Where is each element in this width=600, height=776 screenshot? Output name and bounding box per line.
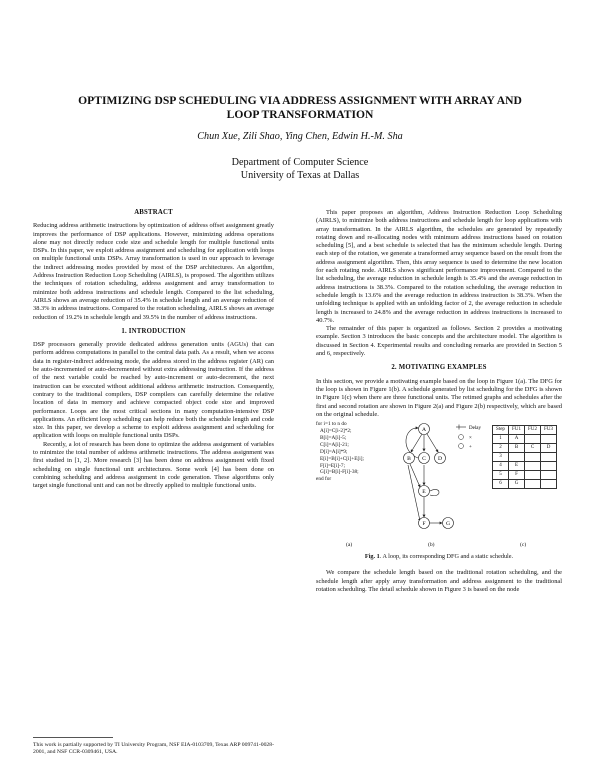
code-line: C[i]=A[i]-21; [320, 441, 349, 448]
schedule-table [492, 425, 557, 489]
motivating-heading: 2. MOTIVATING EXAMPLES [391, 364, 487, 372]
schedule-row [493, 462, 557, 471]
code-line: for i=1 to n do [316, 421, 347, 428]
footnote-rule [33, 737, 113, 738]
schedule-cell [541, 471, 557, 480]
schedule-header-cell: FU3 [541, 426, 557, 435]
affiliation [40, 156, 560, 182]
dfg-graph [396, 421, 492, 539]
code-line: F[i]=E[i]-7; [320, 462, 346, 469]
schedule-cell: 2 [493, 444, 509, 453]
code-line: E[i]=B[i]+C[i]+E[i]; [320, 455, 364, 462]
schedule-cell [525, 462, 541, 471]
paper-title [40, 94, 560, 122]
figure-1-caption [316, 553, 562, 561]
schedule-cell: 5 [493, 471, 509, 480]
code-line: G[i]=B[i]-F[i]-38; [320, 469, 359, 476]
schedule-header-cell: Step [493, 426, 509, 435]
schedule-row [493, 471, 557, 480]
affiliation-line-1: Department of Computer Science [231, 157, 369, 168]
title-line-2: LOOP TRANSFORMATION [226, 108, 374, 121]
schedule-cell [525, 480, 541, 489]
subfigure-label-c: (c) [520, 542, 527, 549]
dfg-label-a: A [421, 427, 427, 434]
intro-paragraph-2: Recently, a lot of research has been done to optimize the address assignment of variables to minimize the total number of address arithmetic instructions. The address assignment was first studied in [1, 2]. More research [3] has been done on address assignment with fixed scheduling on single functional unit architectures. Some work [4] has been done on combining scheduling and address assignment in code generation. These algorithms only target single functional unit and can not be directly applied to multiple functional units. [33, 440, 274, 490]
schedule-cell [541, 453, 557, 462]
dfg-label-d: D [437, 456, 443, 463]
subfigure-label-b: (b) [428, 542, 435, 549]
schedule-cell: B [509, 444, 525, 453]
schedule-cell [541, 462, 557, 471]
code-line: D[i]=A[i]*9; [320, 448, 348, 455]
authors: Chun Xue, Zili Shao, Ying Chen, Edwin H.-M. Sha [197, 131, 403, 142]
abstract-heading: ABSTRACT [134, 209, 173, 216]
dfg-label-e: E [422, 489, 426, 496]
schedule-cell [541, 435, 557, 444]
right-paragraph-2: The remainder of this paper is organized as follows. Section 2 provides a motivating example. Section 3 introduces the basic concepts and the architecture model. The algorithm is discussed in Section 4. Experimental results and concluding remarks are provided in Section 5 and 6, respectively. [316, 325, 562, 358]
schedule-header-row [493, 426, 557, 435]
dfg-label-f: F [422, 521, 426, 528]
code-line: B[i]=A[i]-5; [320, 434, 347, 441]
motivating-paragraph-1: In this section, we provide a motivating example based on the loop in Figure 1(a). The DFG for the loop is shown in Figure 1(b). A schedule generated by list scheduling for the DFG is shown in Figure 1(c) when there are three functional units. The retimed graphs and schedules after the first and second rotation are shown in Figure 2(a) and Figure 2(b) respectively, which are based on the original schedule. [316, 377, 562, 418]
caption-label: Fig. 1 [364, 553, 380, 561]
schedule-cell [509, 453, 525, 462]
left-column [33, 209, 274, 491]
dfg-label-g: G [445, 521, 451, 528]
dfg-label-b: B [407, 456, 411, 463]
legend-plus: + [469, 445, 472, 451]
intro-paragraph-1: DSP processors generally provide dedicated address generation units (AGUs) that can perform address computations in parallel to the central data path. As a result, when we access data in register-indirect addressing mode, the address stored in the address register (AR) can be auto-incremented or auto-decremented without extra addressing instruction. If the address of the next variable could be reached by auto-increment or auto-decrement, the next instruction can be executed without additional address arithmetic instruction. Consequently, contrary to the traditional compilers, DSP compilers can carefully determine the relative location of data in memory and achieve compacted object code size and improved performance. Loops are the most critical sections in many computation-intensive DSP applications. An efficient loop scheduling can help reduce both the schedule length and code size. In this paper, we develop a scheme to exploit address assignment and scheduling for application with loops on multiple functional units DSPs. [33, 341, 274, 440]
schedule-row [493, 435, 557, 444]
caption-text: . A loop, its corresponding DFG and a static schedule. [379, 553, 514, 561]
schedule-cell: 6 [493, 480, 509, 489]
legend-times: × [469, 436, 472, 442]
title-line-1: OPTIMIZING DSP SCHEDULING VIA ADDRESS ASSIGNMENT WITH ARRAY AND [78, 94, 522, 107]
schedule-cell: 1 [493, 435, 509, 444]
schedule-cell: E [509, 462, 525, 471]
footnote: This work is partially supported by TI University Program, NSF EIA-0103709, Texas ARP 009741-0028-2001, and NSF CCR-0309461, USA. [33, 742, 274, 755]
schedule-cell: F [509, 471, 525, 480]
subfigure-label-a: (a) [346, 542, 353, 549]
schedule-cell [541, 480, 557, 489]
code-line: A[i]=C[i-2]*2; [320, 428, 352, 435]
schedule-cell: G [509, 480, 525, 489]
schedule-cell: 4 [493, 462, 509, 471]
motivating-paragraph-2: We compare the schedule length based on the traditional rotation scheduling, and the schedule length after apply array transformation and address assignment to the traditional rotation scheduling. The detail schedule shown in Figure 3 is based on the node [316, 569, 562, 594]
right-paragraph-1: This paper proposes an algorithm, Address Instruction Reduction Loop Scheduling (AIRLS), to minimize both address instructions and schedule length for loop applications with array transformation. In the AIRLS algorithm, the schedules are generated by repeatedly rotating down and re-allocating nodes with minimum address instructions based on rotation scheduling [5], and a best schedule is selected that has the minimum schedule length. During each step of the rotation, we generate a transformed array sequence based on the result from the address assignment algorithm. Then, this array sequence is used to determine the new location for each rotating node. AIRLS shows significant performance improvement. Compared to the list scheduling, the average reduction in schedule length is 35.4% and the average reduction in address instructions is 38.3%. Compared to the rotation scheduling, the average reduction in schedule length is 13.6% and the average reduction in address instruction is 38.3%. When the unfolding technique is applied with an unfolding factor of 2, the average reduction in schedule length is increased to 24.8% and the average reduction in address instructions is increased to 40.7%. [316, 209, 562, 324]
figure-1 [316, 421, 562, 551]
schedule-cell: C [525, 444, 541, 453]
schedule-row [493, 444, 557, 453]
right-column [316, 209, 562, 594]
schedule-cell [525, 471, 541, 480]
legend-delay: Delay [469, 426, 481, 432]
affiliation-line-2: University of Texas at Dallas [240, 170, 360, 181]
schedule-row [493, 453, 557, 462]
loop-code [316, 421, 394, 483]
schedule-row [493, 480, 557, 489]
schedule-cell: A [509, 435, 525, 444]
code-line: end for [316, 476, 332, 483]
schedule-header-cell: FU2 [525, 426, 541, 435]
schedule-cell: D [541, 444, 557, 453]
schedule-header-cell: FU1 [509, 426, 525, 435]
schedule-cell [525, 435, 541, 444]
schedule-cell [525, 453, 541, 462]
schedule-cell: 3 [493, 453, 509, 462]
abstract-text: Reducing address arithmetic instructions by optimization of address offset assignment greatly improves the performance of DSP applications. However, minimizing address operations alone may not directly reduce code size and schedule length for multiple functional units DSPs. In this paper, we exploit address assignment and scheduling for application with loops on multiple functional units DSPs. Array transformation is used in our approach to leverage the indirect addressing modes provided by most of the DSP architectures. An algorithm, Address Instruction Reduction Loop Scheduling (AIRLS), is proposed. The algorithm utilizes the techniques of rotation scheduling, address assignment and array transformation to minimize both address instructions and schedule length. Compared to the list scheduling, AIRLS shows an average reduction of 35.4% in schedule length and an average reduction of 38.3% in address instructions. Compared to the rotation scheduling, AIRLS shows an average reduction of 19.2% in schedule length and 39.5% in the number of address instructions. [33, 222, 274, 321]
introduction-heading: 1. INTRODUCTION [121, 327, 186, 335]
dfg-label-c: C [422, 456, 426, 463]
